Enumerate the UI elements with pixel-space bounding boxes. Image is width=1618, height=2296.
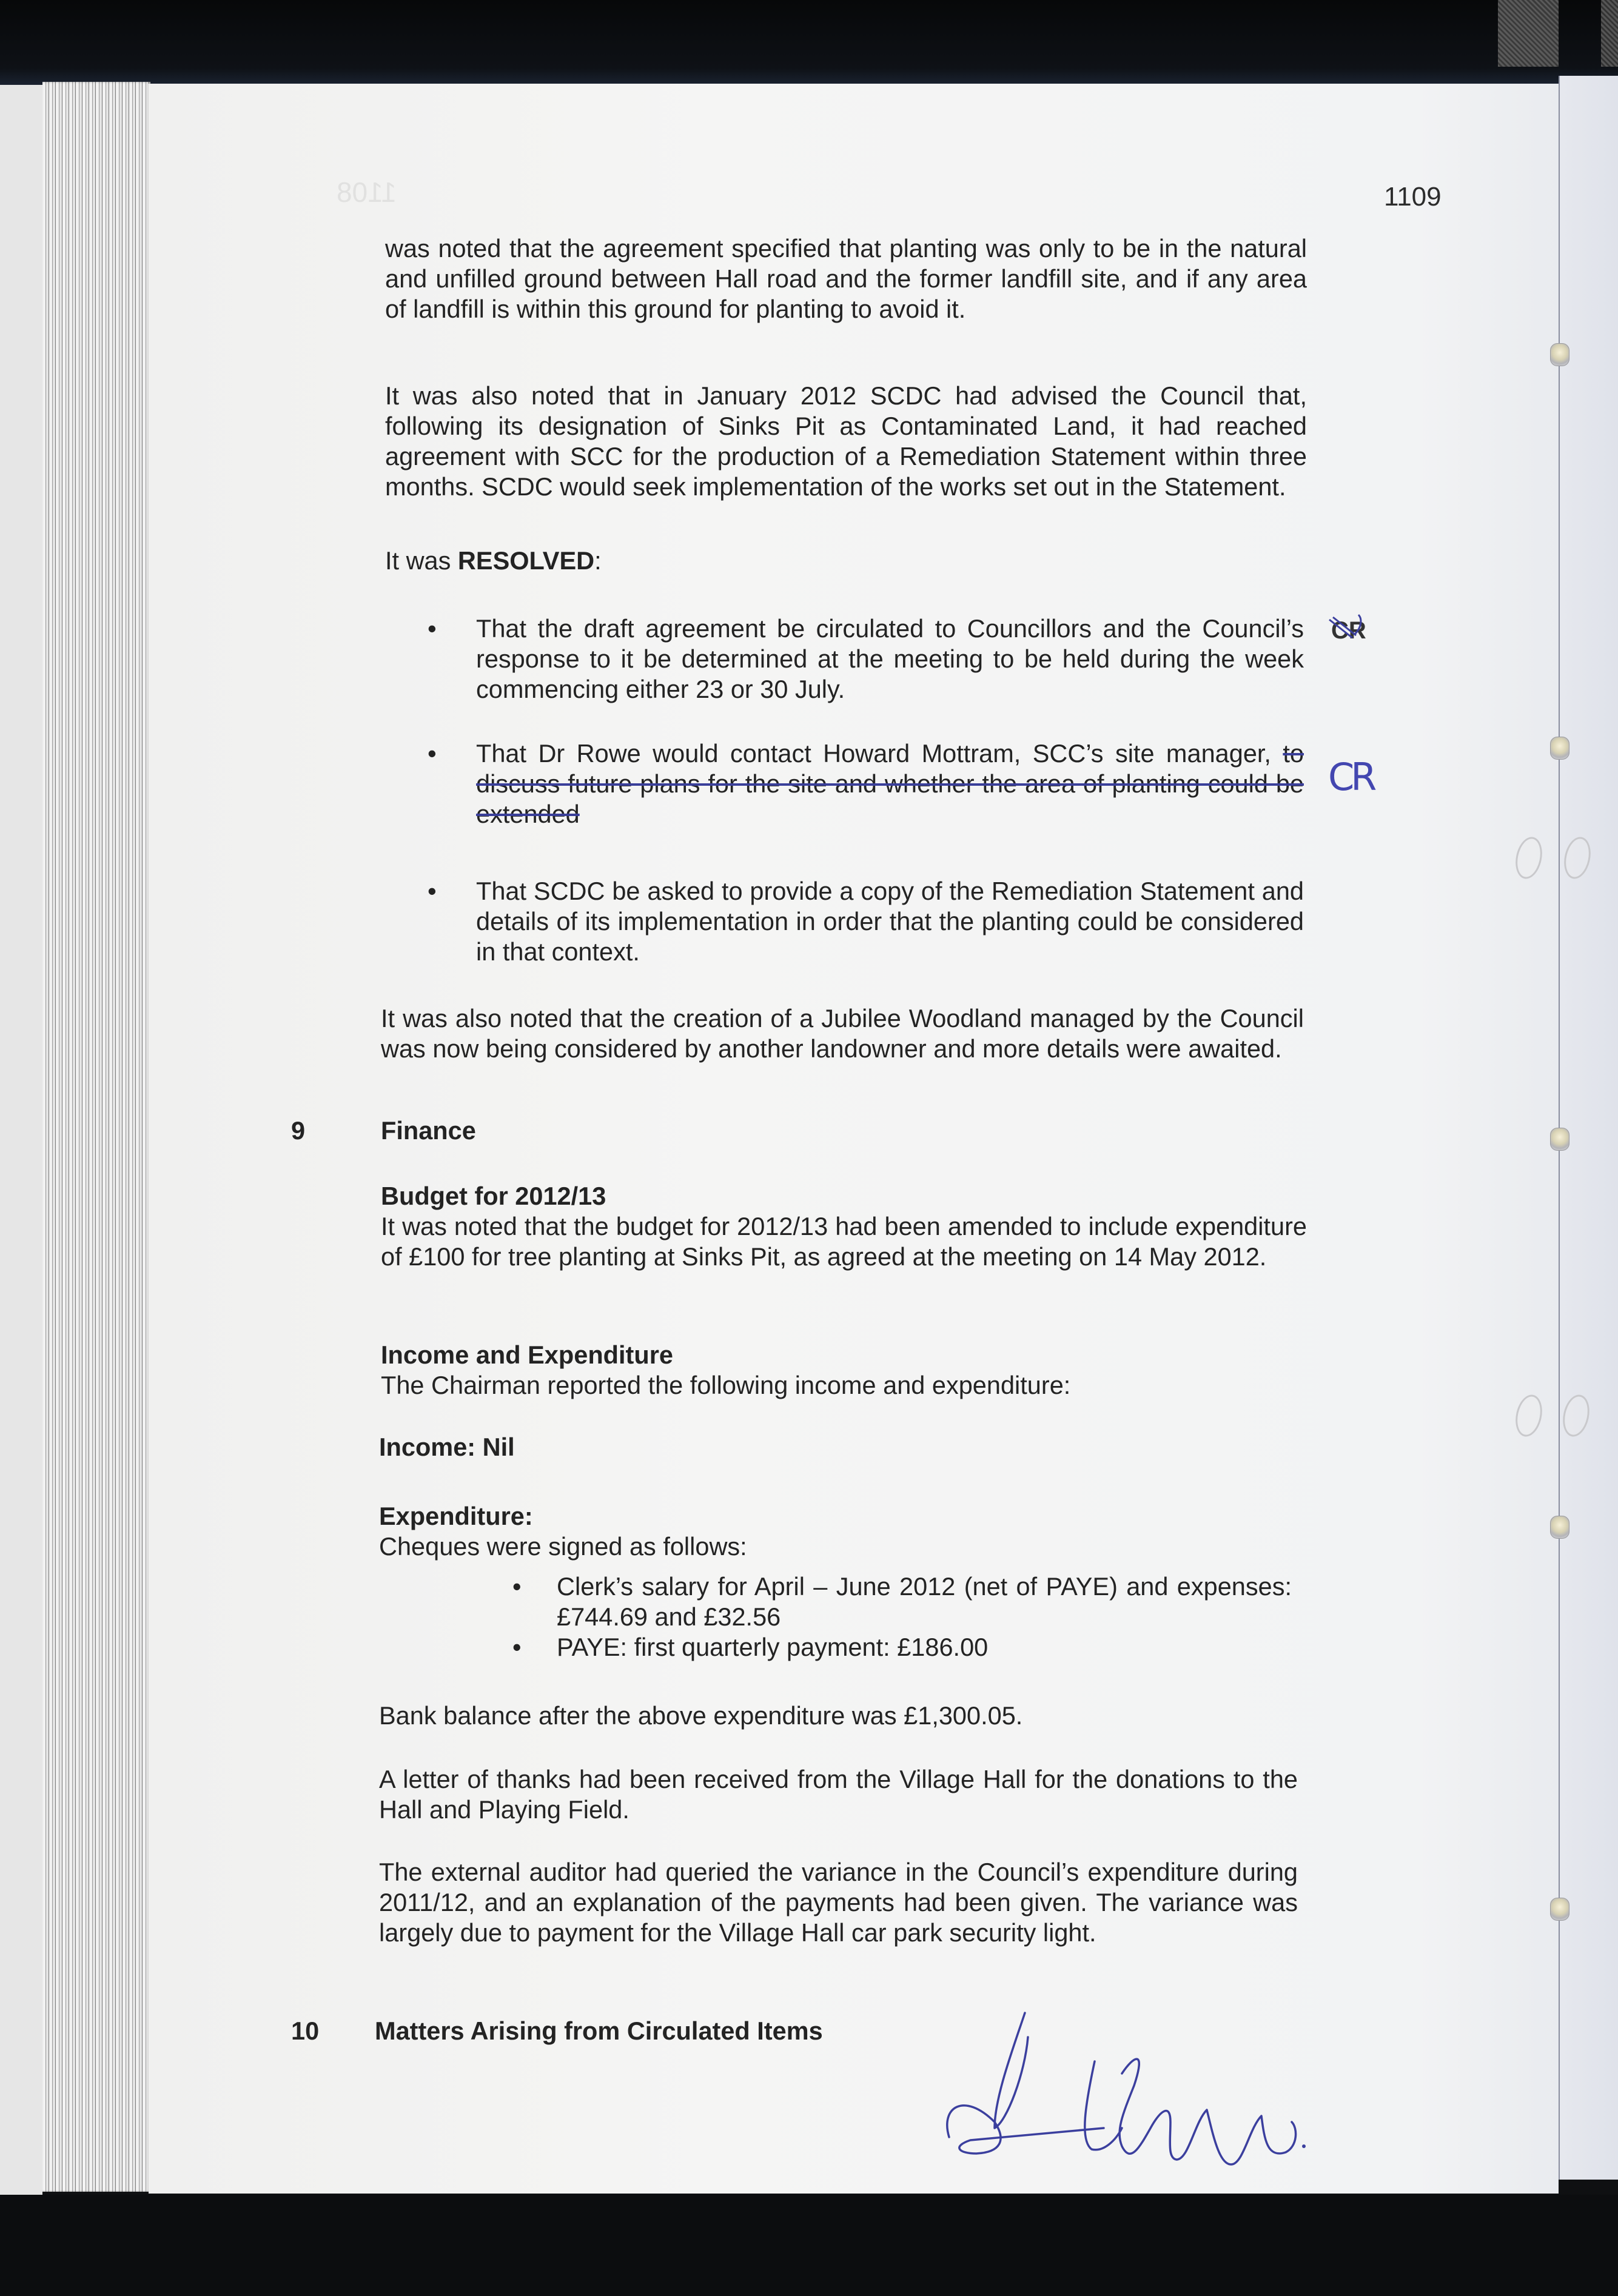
cheque-text: PAYE: first quarterly payment: £186.00 <box>557 1633 989 1661</box>
bullet-icon: • <box>512 1633 522 1661</box>
expenditure-label: Expenditure: <box>379 1502 533 1530</box>
cheque-text: Clerk’s salary for April – June 2012 (net of PAYE) and expenses: £744.69 and £32.56 <box>557 1572 1292 1631</box>
binding-stitch-icon <box>1550 737 1569 760</box>
binding-stitch-icon <box>1550 1128 1569 1151</box>
paragraph-letter-of-thanks: A letter of thanks had been received from the Village Hall for the donations to the Hall and Playing Field. <box>379 1765 1298 1824</box>
bullet-icon: • <box>428 614 437 643</box>
page-number: 1109 <box>1384 182 1442 212</box>
resolution-text <box>476 738 1304 829</box>
section-title: Finance <box>381 1116 476 1145</box>
paragraph-planting-agreement: was noted that the agreement specified that planting was only to be in the natural and unfilled ground between Hall road and the former landfill site, and if any area of landfill is within this ground for planting to avoid it. <box>385 234 1307 323</box>
cheque-item <box>512 1632 1292 1662</box>
section-number: 10 <box>291 2017 320 2045</box>
resolution-item <box>428 614 1304 705</box>
binding-cloth <box>1601 0 1618 67</box>
initials-handwritten: CR <box>1328 755 1374 799</box>
resolution-item <box>428 876 1304 967</box>
income-label: Income: <box>379 1433 476 1461</box>
next-page-edge <box>1560 76 1618 2180</box>
background-bottom <box>0 2195 1618 2296</box>
initials-printed: CR <box>1331 617 1366 644</box>
binding-stitch-icon <box>1550 1516 1569 1539</box>
subheading-budget: Budget for 2012/13 <box>381 1182 606 1210</box>
resolution-text-kept: That Dr Rowe would contact Howard Mottram, SCC’s site manager, <box>476 739 1283 768</box>
section-title: Matters Arising from Circulated Items <box>375 2017 823 2045</box>
resolution-text-struck: to discuss future plans for the site and whether the area of planting could be extended <box>476 739 1304 828</box>
ink-strikethrough-icon <box>1328 614 1366 640</box>
resolved-prefix: It was <box>385 546 458 575</box>
show-through-page-number: 1108 <box>337 176 397 208</box>
bank-balance: Bank balance after the above expenditure was £1,300.05. <box>379 1701 1023 1730</box>
income-value: Nil <box>475 1433 515 1461</box>
resolution-text: That SCDC be asked to provide a copy of the Remediation Statement and details of its implementation in order that the planting could be considered in that context. <box>476 877 1304 966</box>
cheque-item <box>512 1571 1292 1632</box>
resolution-item <box>428 738 1304 829</box>
resolution-text: That the draft agreement be circulated to Councillors and the Council’s response to it be determined at the meeting to be held during the week commencing either 23 or 30 July. <box>476 614 1304 703</box>
section-number: 9 <box>291 1116 306 1145</box>
resolved-suffix: : <box>594 546 602 575</box>
binding-stitch-icon <box>1550 1898 1569 1921</box>
binding-cloth <box>1498 0 1559 67</box>
paragraph-jubilee-woodland: It was also noted that the creation of a Jubilee Woodland managed by the Council was now being considered by another landowner and more details were awaited. <box>381 1004 1304 1063</box>
resolved-keyword: RESOLVED <box>457 546 595 575</box>
resolved-heading <box>385 546 602 576</box>
subheading-income-expenditure: Income and Expenditure <box>381 1340 673 1369</box>
bullet-icon: • <box>428 739 437 768</box>
bullet-icon: • <box>428 877 437 905</box>
paragraph-income-expenditure: The Chairman reported the following income and expenditure: <box>381 1371 1071 1399</box>
page-stack-edge <box>42 82 150 2192</box>
paragraph-external-auditor: The external auditor had queried the variance in the Council’s expenditure during 2011/12, and an explanation of the payments had been given. The variance was largely due to payment for the Village Hall car park security light. <box>379 1858 1298 1947</box>
facing-page-edge <box>0 85 42 2195</box>
signature-icon <box>922 2001 1528 2183</box>
paragraph-sinks-pit-contaminated: It was also noted that in January 2012 SCDC had advised the Council that, following its designation of Sinks Pit as Contaminated Land, it had reached agreement with SCC for the production of a Remediation Statement within three months. SCDC would seek implementation of the works set out in the Statement. <box>385 381 1307 501</box>
binding-stitch-icon <box>1550 343 1569 366</box>
bullet-icon: • <box>512 1572 522 1601</box>
cheques-intro: Cheques were signed as follows: <box>379 1532 747 1561</box>
income-line <box>379 1432 515 1462</box>
paragraph-budget: It was noted that the budget for 2012/13 had been amended to include expenditure of £100 for tree planting at Sinks Pit, as agreed at the meeting on 14 May 2012. <box>381 1212 1307 1271</box>
background-top <box>0 0 1618 85</box>
